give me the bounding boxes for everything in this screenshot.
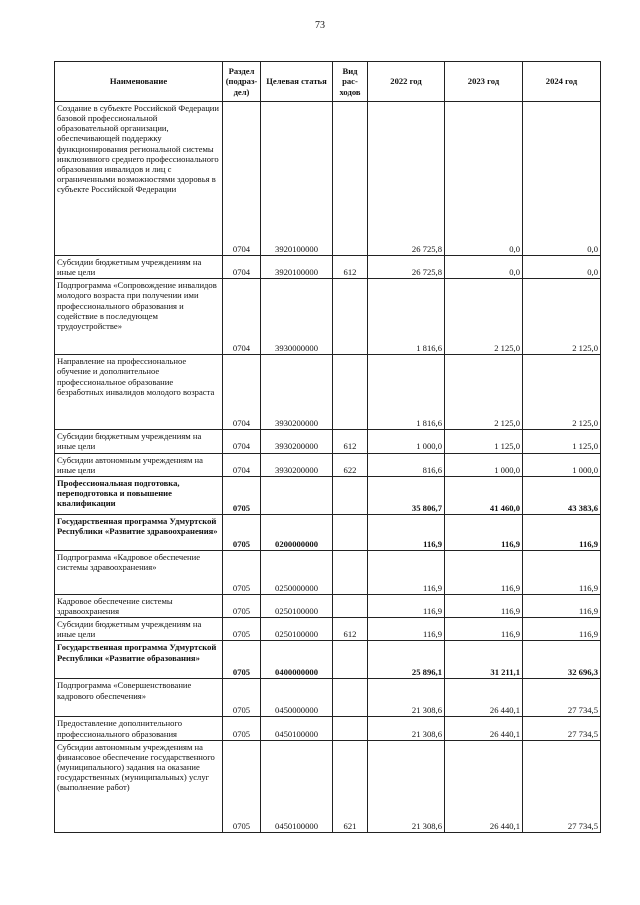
cell-y2024: 27 734,5 — [523, 679, 601, 717]
header-target: Целевая статья — [261, 62, 333, 102]
cell-y2023: 31 211,1 — [445, 641, 523, 679]
table-row — [55, 102, 601, 256]
cell-target: 0250100000 — [261, 594, 333, 617]
cell-y2023: 0,0 — [445, 256, 523, 279]
header-type: Вид рас- ходов — [333, 62, 368, 102]
cell-type: 612 — [333, 618, 368, 641]
cell-section: 0705 — [223, 740, 261, 832]
cell-y2022: 21 308,6 — [368, 740, 445, 832]
cell-section: 0704 — [223, 355, 261, 430]
cell-section: 0705 — [223, 717, 261, 740]
cell-name: Кадровое обеспечение системы здравоохранения — [55, 594, 223, 617]
cell-y2023: 116,9 — [445, 514, 523, 550]
cell-section: 0704 — [223, 102, 261, 256]
table-row — [55, 430, 601, 453]
cell-y2024: 27 734,5 — [523, 740, 601, 832]
cell-y2022: 21 308,6 — [368, 679, 445, 717]
cell-name: Субсидии автономным учреждениям на иные цели — [55, 453, 223, 476]
cell-y2024: 1 000,0 — [523, 453, 601, 476]
table-row — [55, 717, 601, 740]
cell-y2023: 1 000,0 — [445, 453, 523, 476]
cell-name: Создание в субъекте Российской Федерации базовой профессиональной образовательной организации, обеспечивающей поддержку функционирования региональной системы инклюзивного среднего профессионального образования инвалидов и лиц с ограниченными возможностями здоровья в субъекте Российской Федерации — [55, 102, 223, 256]
cell-section: 0705 — [223, 641, 261, 679]
cell-y2023: 116,9 — [445, 594, 523, 617]
cell-type: 612 — [333, 430, 368, 453]
cell-y2024: 32 696,3 — [523, 641, 601, 679]
cell-y2022: 1 816,6 — [368, 355, 445, 430]
table-row — [55, 476, 601, 514]
cell-section: 0705 — [223, 550, 261, 594]
cell-name: Государственная программа Удмуртской Республики «Развитие образования» — [55, 641, 223, 679]
cell-y2023: 26 440,1 — [445, 717, 523, 740]
cell-y2024: 116,9 — [523, 618, 601, 641]
cell-y2022: 816,6 — [368, 453, 445, 476]
cell-name: Подпрограмма «Совершенствование кадрового обеспечения» — [55, 679, 223, 717]
cell-y2024: 116,9 — [523, 550, 601, 594]
cell-target: 3920100000 — [261, 256, 333, 279]
cell-name: Направление на профессиональное обучение и дополнительное профессиональное образование безработных инвалидов молодого возраста — [55, 355, 223, 430]
cell-name: Государственная программа Удмуртской Республики «Развитие здравоохранения» — [55, 514, 223, 550]
header-2023: 2023 год — [445, 62, 523, 102]
cell-type: 612 — [333, 256, 368, 279]
cell-y2022: 116,9 — [368, 550, 445, 594]
cell-y2024: 116,9 — [523, 514, 601, 550]
cell-name: Субсидии бюджетным учреждениям на иные цели — [55, 618, 223, 641]
cell-y2023: 2 125,0 — [445, 279, 523, 355]
cell-type — [333, 641, 368, 679]
cell-y2023: 26 440,1 — [445, 740, 523, 832]
cell-name: Подпрограмма «Кадровое обеспечение системы здравоохранения» — [55, 550, 223, 594]
cell-type — [333, 355, 368, 430]
table-row — [55, 453, 601, 476]
cell-target: 0250100000 — [261, 618, 333, 641]
cell-type: 621 — [333, 740, 368, 832]
table-row — [55, 256, 601, 279]
cell-y2023: 26 440,1 — [445, 679, 523, 717]
cell-y2022: 1 000,0 — [368, 430, 445, 453]
cell-y2022: 26 725,8 — [368, 102, 445, 256]
header-section: Раздел (подраз- дел) — [223, 62, 261, 102]
cell-y2022: 116,9 — [368, 594, 445, 617]
cell-y2024: 0,0 — [523, 102, 601, 256]
cell-type — [333, 717, 368, 740]
cell-y2024: 0,0 — [523, 256, 601, 279]
header-2024: 2024 год — [523, 62, 601, 102]
header-2022: 2022 год — [368, 62, 445, 102]
cell-section: 0704 — [223, 453, 261, 476]
cell-name: Субсидии автономным учреждениям на финансовое обеспечение государственного (муниципального) задания на оказание государственных (муниципальных) услуг (выполнение работ) — [55, 740, 223, 832]
cell-name: Подпрограмма «Сопровождение инвалидов молодого возраста при получении ими профессионального образования и содействие в последующем трудоустройстве» — [55, 279, 223, 355]
cell-y2023: 116,9 — [445, 618, 523, 641]
cell-section: 0705 — [223, 594, 261, 617]
cell-section: 0705 — [223, 618, 261, 641]
cell-y2023: 116,9 — [445, 550, 523, 594]
cell-type — [333, 279, 368, 355]
cell-name: Субсидии бюджетным учреждениям на иные цели — [55, 256, 223, 279]
cell-y2024: 2 125,0 — [523, 279, 601, 355]
cell-target: 3920100000 — [261, 102, 333, 256]
header-name: Наименование — [55, 62, 223, 102]
budget-table — [54, 61, 601, 833]
cell-y2024: 43 383,6 — [523, 476, 601, 514]
table-row — [55, 594, 601, 617]
cell-name: Предоставление дополнительного профессионального образования — [55, 717, 223, 740]
cell-target: 0450100000 — [261, 740, 333, 832]
cell-type — [333, 594, 368, 617]
page-number: 73 — [315, 20, 325, 31]
cell-y2023: 1 125,0 — [445, 430, 523, 453]
cell-section: 0705 — [223, 514, 261, 550]
cell-y2022: 1 816,6 — [368, 279, 445, 355]
cell-y2022: 26 725,8 — [368, 256, 445, 279]
cell-y2022: 116,9 — [368, 618, 445, 641]
cell-type — [333, 679, 368, 717]
cell-target: 0250000000 — [261, 550, 333, 594]
cell-y2024: 116,9 — [523, 594, 601, 617]
cell-type — [333, 514, 368, 550]
cell-target: 3930200000 — [261, 453, 333, 476]
cell-y2023: 41 460,0 — [445, 476, 523, 514]
cell-y2023: 0,0 — [445, 102, 523, 256]
cell-y2023: 2 125,0 — [445, 355, 523, 430]
table-row — [55, 355, 601, 430]
cell-y2022: 21 308,6 — [368, 717, 445, 740]
table-row — [55, 618, 601, 641]
cell-target: 0200000000 — [261, 514, 333, 550]
cell-type — [333, 102, 368, 256]
cell-y2022: 35 806,7 — [368, 476, 445, 514]
cell-target: 3930200000 — [261, 430, 333, 453]
table-row — [55, 514, 601, 550]
table-row — [55, 641, 601, 679]
cell-type: 622 — [333, 453, 368, 476]
cell-section: 0704 — [223, 279, 261, 355]
cell-target: 3930000000 — [261, 279, 333, 355]
cell-target: 0450000000 — [261, 679, 333, 717]
cell-y2022: 116,9 — [368, 514, 445, 550]
cell-section: 0705 — [223, 679, 261, 717]
table-body — [55, 102, 601, 833]
cell-name: Субсидии бюджетным учреждениям на иные цели — [55, 430, 223, 453]
table-header-row — [55, 62, 601, 102]
cell-section: 0704 — [223, 256, 261, 279]
table-row — [55, 679, 601, 717]
cell-target: 0400000000 — [261, 641, 333, 679]
table-row — [55, 550, 601, 594]
cell-target: 3930200000 — [261, 355, 333, 430]
cell-name: Профессиональная подготовка, переподготовка и повышение квалификации — [55, 476, 223, 514]
cell-type — [333, 476, 368, 514]
cell-y2024: 2 125,0 — [523, 355, 601, 430]
cell-target: 0450100000 — [261, 717, 333, 740]
cell-type — [333, 550, 368, 594]
cell-y2024: 27 734,5 — [523, 717, 601, 740]
cell-y2022: 25 896,1 — [368, 641, 445, 679]
cell-section: 0704 — [223, 430, 261, 453]
cell-section: 0705 — [223, 476, 261, 514]
cell-target — [261, 476, 333, 514]
table-row — [55, 279, 601, 355]
table-row — [55, 740, 601, 832]
cell-y2024: 1 125,0 — [523, 430, 601, 453]
